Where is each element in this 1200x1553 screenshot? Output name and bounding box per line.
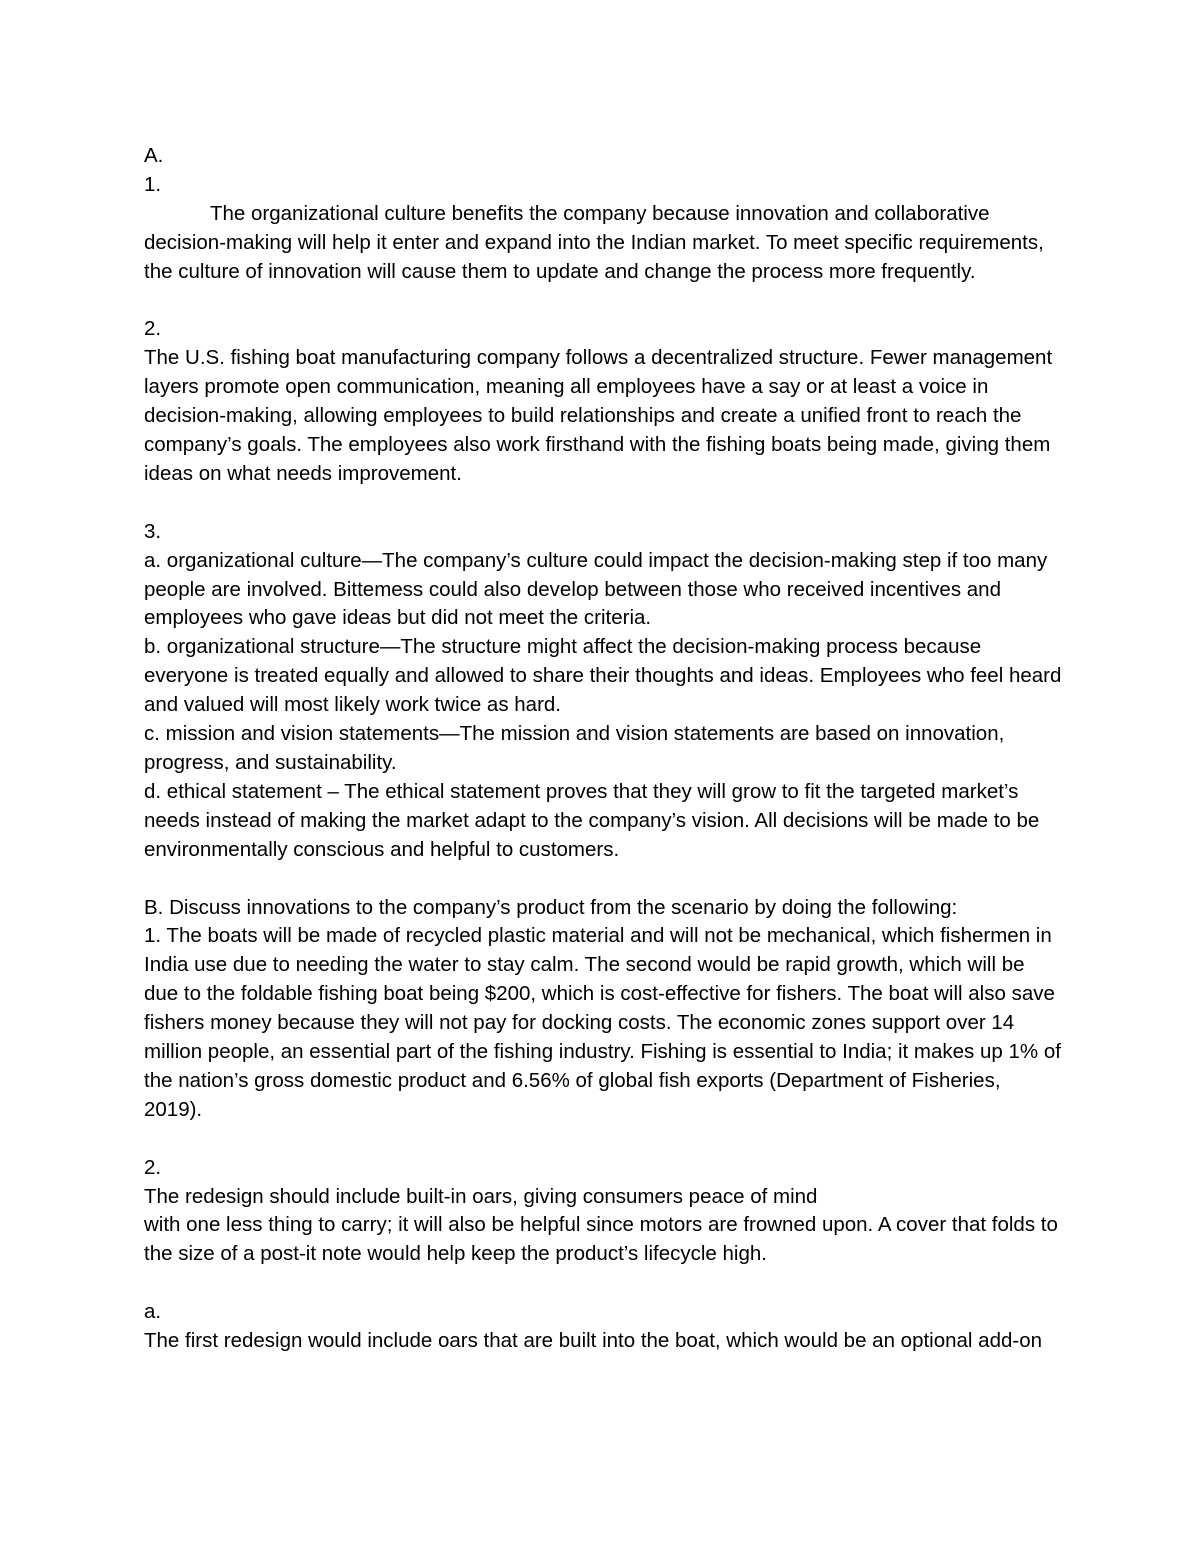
section-a-item-3b-text: b. organizational structure—The structure might affect the decision-making process because everyone is treated equally and allowed to share their thoughts and ideas. Employees who feel heard and valued will most likely work twice as hard. [144, 635, 1062, 717]
section-b-heading: B. Discuss innovations to the company’s product from the scenario by doing the following: [144, 895, 958, 919]
section-b-item-a-text: The first redesign would include oars that are built into the boat, which would be an optional add-on [144, 1329, 1043, 1353]
section-a-item-3-number: 3. [144, 519, 162, 543]
document-body [144, 142, 1064, 1356]
section-a-item-3a-text: a. organizational culture—The company’s culture could impact the decision-making step if too many people are involved. Bittemess could also develop between those who received incentives and employees who gave ideas but did not meet the criteria. [144, 548, 1048, 630]
section-a-heading: A. [144, 144, 164, 167]
section-b-item-a-label: a. [144, 1300, 162, 1324]
section-a-item-3d-text: d. ethical statement – The ethical statement proves that they will grow to fit the targeted market’s needs instead of making the market adapt to the company’s vision. All decisions will be made to be environmentally conscious and helpful to customers. [144, 779, 1040, 861]
section-b-item-2-number: 2. [144, 1155, 162, 1179]
section-a-item-2-number: 2. [144, 317, 162, 341]
section-b-item-2-text: with one less thing to carry; it will also be helpful since motors are frowned upon. A cover that folds to the size of a post-it note would help keep the product’s lifecycle high. [144, 1213, 1058, 1266]
section-a-item-2-text: The U.S. fishing boat manufacturing company follows a decentralized structure. Fewer management layers promote open communication, meaning all employees have a say or at least a voice in decision-making, allowing employees to build relationships and create a unified front to reach the company’s goals. The employees also work firsthand with the fishing boats being made, giving them ideas on what needs improvement. [144, 346, 1053, 485]
section-a-item-1-paragraph [144, 200, 1064, 287]
section-a-item-1-text: The organizational culture benefits the company because innovation and collaborative decision-making will help it enter and expand into the Indian market. To meet specific requirements, the culture of innovation will cause them to update and change the process more frequently. [144, 201, 1044, 283]
section-a-item-3c-text: c. mission and vision statements—The mission and vision statements are based on innovation, progress, and sustainability. [144, 722, 1005, 774]
section-b-item-1-text: 1. The boats will be made of recycled plastic material and will not be mechanical, which fishermen in India use due to needing the water to stay calm. The second would be rapid growth, which will be due to the foldable fishing boat being $200, which is cost-effective for fishers. The boat will also save fishers money because they will not pay for docking costs. The economic zones support over 14 million people, an essential part of the fishing industry. Fishing is essential to India; it makes up 1% of the nation’s gross domestic product and 6.56% of global fish exports (Department of Fisheries, 2019). [144, 924, 1061, 1121]
section-a-item-1-number: 1. [144, 172, 162, 196]
section-b-item-2-first-line: The redesign should include built-in oars, giving consumers peace of mind [144, 1184, 818, 1208]
